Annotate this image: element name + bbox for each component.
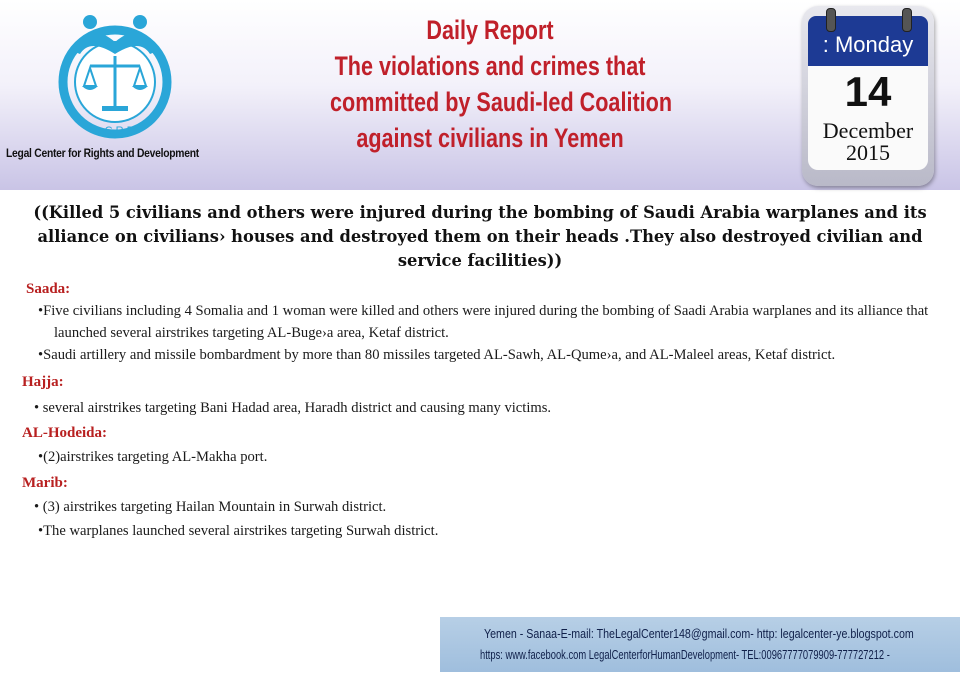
calendar-weekday: : Monday	[808, 16, 928, 66]
org-name: Legal Center for Rights and Development	[6, 146, 199, 160]
calendar-ring	[902, 8, 912, 32]
list-item: •The warplanes launched several airstrikes targeting Surwah district.	[38, 523, 439, 539]
report-body	[0, 278, 960, 542]
lcrd-logo	[40, 10, 190, 150]
list-item: •(2)airstrikes targeting AL-Makha port.	[38, 449, 268, 465]
list-item-text: •Saudi artillery and missile bombardment by more than 80 missiles targeted AL-Sawh, AL-Qume›a, and AL-Maleel areas, Ketaf district.	[38, 347, 836, 363]
calendar-ring	[826, 8, 836, 32]
section-hajja	[0, 371, 960, 419]
title-line: The violations and crimes that	[334, 51, 646, 81]
title-line: committed by Saudi-led Coalition	[330, 87, 673, 117]
calendar-day: 14	[844, 68, 892, 115]
calendar-month: December	[822, 118, 914, 143]
section-title: Marib:	[22, 475, 68, 491]
contact-footer	[440, 617, 960, 672]
calendar-page	[808, 66, 928, 170]
logo-text: L.C.R.D	[95, 125, 135, 137]
section-title: Hajja:	[22, 374, 64, 390]
section-marib	[0, 472, 960, 542]
list-item	[38, 344, 938, 366]
title-line: against civilians in Yemen	[356, 123, 624, 153]
calendar-year: 2015	[846, 140, 890, 165]
section-saada	[0, 278, 960, 366]
calendar-icon	[802, 6, 934, 186]
list-item: • several airstrikes targeting Bani Hadad area, Haradh district and causing many victims.	[34, 400, 552, 416]
report-header	[0, 0, 960, 190]
footer-contact-line: https: www.facebook.com LegalCenterforHumanDevelopment- TEL:00967777079909-777727212 -	[480, 647, 890, 662]
section-title: Saada:	[26, 281, 71, 297]
section-title: AL-Hodeida:	[22, 425, 108, 441]
list-item-text: •Five civilians including 4 Somalia and 1 woman were killed and others were injured during the bombing of Saadi Arabia warplanes and its alliance that launched several airstrikes targeting AL-Buge›a area, Ketaf district.	[38, 303, 929, 341]
report-headline: ((Killed 5 civilians and others were injured during the bombing of Saudi Arabia warplanes and its alliance on civilians› houses and destroyed them on their heads .They also destroyed civilian and service facilities))	[33, 203, 927, 270]
report-title	[290, 12, 690, 156]
list-item	[38, 300, 938, 344]
list-item: • (3) airstrikes targeting Hailan Mountain in Surwah district.	[34, 499, 387, 515]
section-al-hodeida	[0, 422, 960, 468]
title-line: Daily Report	[426, 15, 554, 45]
footer-contact-line: Yemen - Sanaa-E-mail: TheLegalCenter148@gmail.com- http: legalcenter-ye.blogspot.com	[484, 626, 914, 641]
